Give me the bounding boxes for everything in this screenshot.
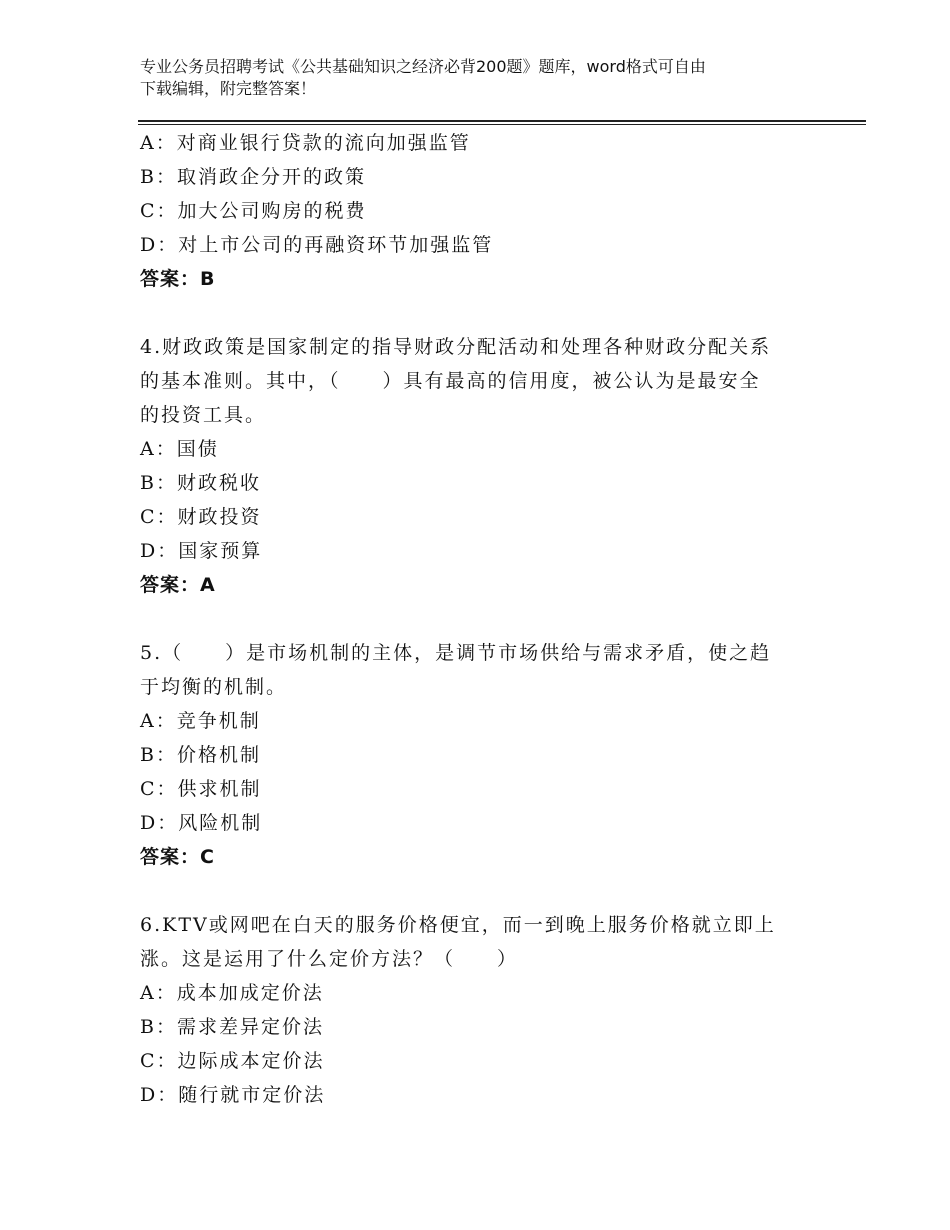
header-title-line-1: 专业公务员招聘考试《公共基础知识之经济必背200题》题库，word格式可自由 (140, 57, 706, 76)
option-c: C：财政投资 (140, 506, 262, 528)
option-d: D：国家预算 (140, 540, 263, 562)
option-d: D：随行就市定价法 (140, 1084, 326, 1106)
question-6 (140, 908, 820, 1112)
option-a: A：国债 (140, 438, 219, 460)
option-b: B：财政税收 (140, 472, 261, 494)
option-b: B：价格机制 (140, 744, 261, 766)
option-a: A：竞争机制 (140, 710, 261, 732)
question-stem-line: 5.（ ）是市场机制的主体，是调节市场供给与需求矛盾，使之趋 (140, 642, 772, 664)
answer-label: 答案：C (140, 846, 215, 868)
question-spacer (140, 602, 820, 636)
option-d: D：对上市公司的再融资环节加强监管 (140, 234, 494, 256)
question-stem-line: 于均衡的机制。 (140, 676, 288, 698)
question-stem-line: 的基本准则。其中，（ ）具有最高的信用度，被公认为是最安全 (140, 370, 761, 392)
answer-label: 答案：A (140, 574, 216, 596)
option-d: D：风险机制 (140, 812, 263, 834)
option-c: C：加大公司购房的税费 (140, 200, 367, 222)
question-spacer (140, 296, 820, 330)
header-title-line-2: 下载编辑，附完整答案！ (140, 79, 317, 98)
option-c: C：边际成本定价法 (140, 1050, 325, 1072)
question-spacer (140, 874, 820, 908)
question-4 (140, 330, 820, 602)
header-divider (138, 120, 866, 125)
question-stem-line: 4.财政政策是国家制定的指导财政分配活动和处理各种财政分配关系 (140, 336, 772, 358)
question-3 (140, 126, 820, 296)
question-stem-line: 6.KTV或网吧在白天的服务价格便宜，而一到晚上服务价格就立即上 (140, 914, 776, 936)
option-a: A：成本加成定价法 (140, 982, 324, 1004)
question-list (140, 126, 820, 1112)
option-a: A：对商业银行贷款的流向加强监管 (140, 132, 471, 154)
answer-label: 答案：B (140, 268, 216, 290)
question-stem-line: 的投资工具。 (140, 404, 267, 426)
question-5 (140, 636, 820, 874)
page-header (140, 56, 800, 100)
option-b: B：需求差异定价法 (140, 1016, 324, 1038)
question-stem-line: 涨。这是运用了什么定价方法？（ ） (140, 948, 519, 970)
option-b: B：取消政企分开的政策 (140, 166, 366, 188)
option-c: C：供求机制 (140, 778, 262, 800)
